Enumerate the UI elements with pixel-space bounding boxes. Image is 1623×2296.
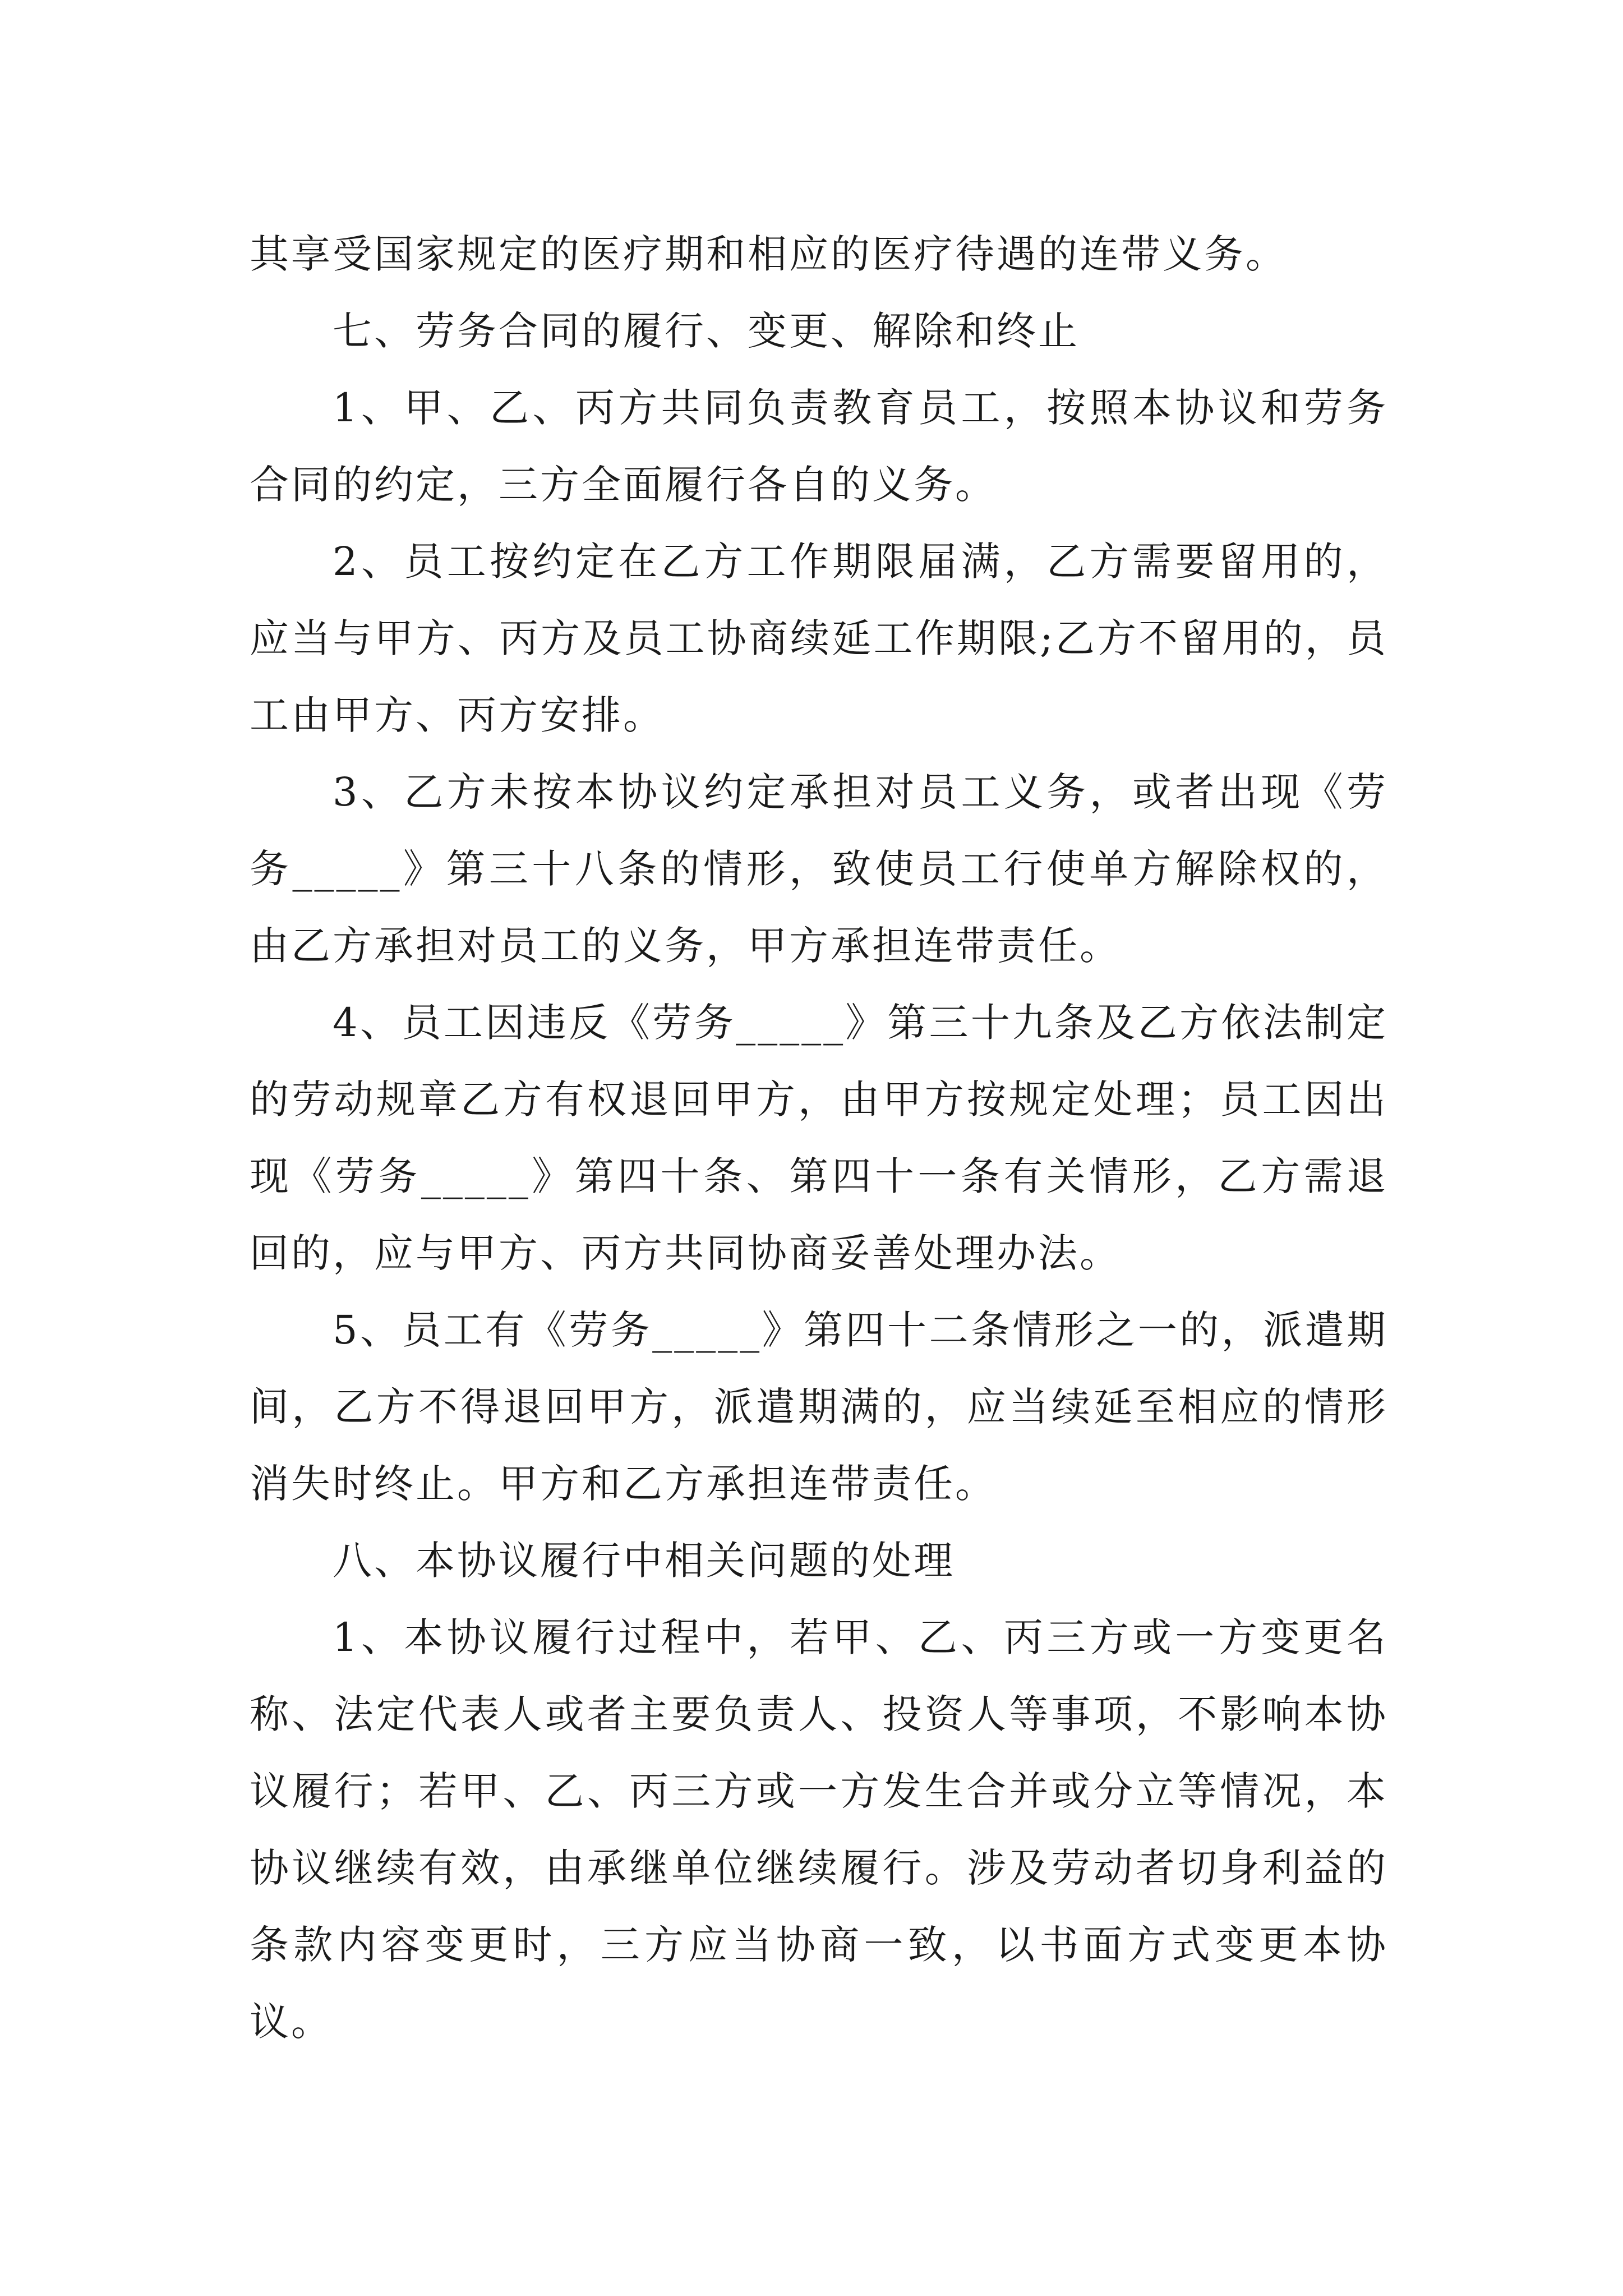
section-heading-7: 七、劳务合同的履行、变更、解除和终止 <box>333 308 1080 354</box>
clause-7-1: 1、甲、乙、丙方共同负责教育员工，按照本协议和劳务合同的约定，三方全面履行各自的义务。 <box>250 385 1388 508</box>
paragraph-continuation: 其享受国家规定的医疗期和相应的医疗待遇的连带义务。 <box>250 231 1287 277</box>
clause-8-1: 1、本协议履行过程中，若甲、乙、丙三方或一方变更名称、法定代表人或者主要负责人、投资人等事项，不影响本协议履行；若甲、乙、丙三方或一方发生合并或分立等情况，本协议继续有效，由承继单位继续履行。涉及劳动者切身利益的条款内容变更时，三方应当协商一致，以书面方式变更本协议。 <box>250 1614 1388 2045</box>
section-heading-8: 八、本协议履行中相关问题的处理 <box>333 1538 955 1584</box>
clause-7-4: 4、员工因违反《劳务_____》第三十九条及乙方依法制定的劳动规章乙方有权退回甲方，由甲方按规定处理；员工因出现《劳务_____》第四十条、第四十一条有关情形，乙方需退回的，应与甲方、丙方共同协商妥善处理办法。 <box>250 1000 1388 1276</box>
clause-7-5: 5、员工有《劳务_____》第四十二条情形之一的，派遣期间，乙方不得退回甲方，派遣期满的，应当续延至相应的情形消失时终止。甲方和乙方承担连带责任。 <box>250 1307 1388 1507</box>
document-body <box>250 216 1388 2060</box>
clause-7-2: 2、员工按约定在乙方工作期限届满，乙方需要留用的，应当与甲方、丙方及员工协商续延工作期限;乙方不留用的，员工由甲方、丙方安排。 <box>250 539 1388 738</box>
clause-7-3: 3、乙方未按本协议约定承担对员工义务，或者出现《劳务_____》第三十八条的情形，致使员工行使单方解除权的，由乙方承担对员工的义务，甲方承担连带责任。 <box>250 769 1388 969</box>
